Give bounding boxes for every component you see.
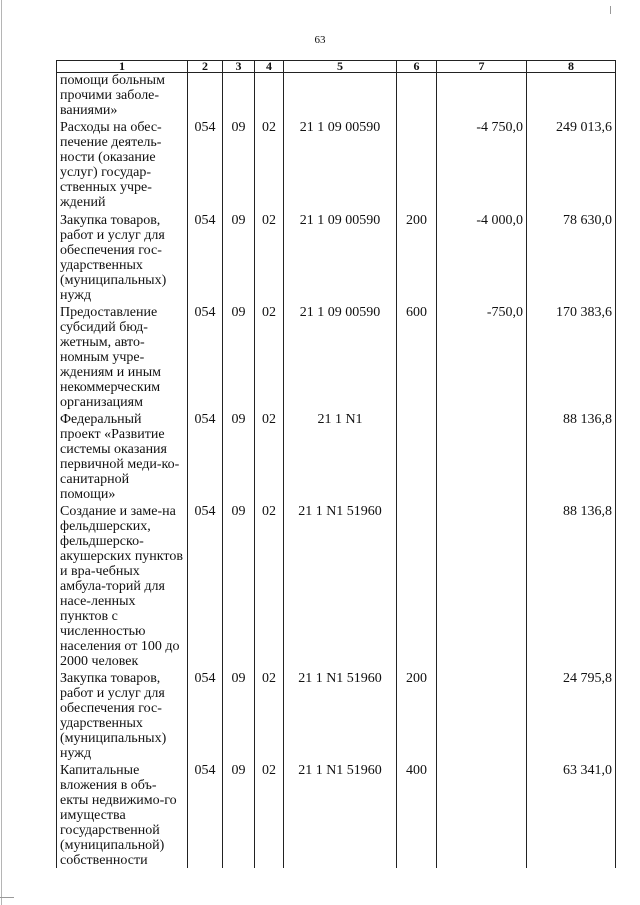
cell-total: 24 795,8: [527, 669, 616, 761]
cell-ministry: 054: [188, 502, 223, 669]
column-header: 1: [57, 61, 188, 73]
cell-change: [437, 73, 527, 119]
table-row: [57, 73, 616, 119]
cell-change: [437, 761, 527, 868]
column-header: 2: [188, 61, 223, 73]
cell-section: 09: [223, 211, 255, 303]
row-name: Предоставление субсидий бюд-жетным, авто-номным учре-ждениям и иным некоммерческим организациям: [57, 303, 188, 410]
cell-target-article: [284, 73, 397, 119]
cell-change: -4 000,0: [437, 211, 527, 303]
cell-subsection: 02: [255, 410, 284, 502]
cell-subsection: 02: [255, 502, 284, 669]
cell-target-article: 21 1 09 00590: [284, 303, 397, 410]
table-row: [57, 211, 616, 303]
table-header-row: [57, 61, 616, 73]
table-row: [57, 410, 616, 502]
cell-target-article: 21 1 09 00590: [284, 211, 397, 303]
row-name: Создание и заме-на фельдшерских, фельдшерско-акушерских пунктов и вра-чебных амбула-торий для насе-ленных пунктов с численностью населения от 100 до 2000 человек: [57, 502, 188, 669]
cell-ministry: 054: [188, 761, 223, 868]
row-name: Капитальные вложения в объ-екты недвижимо-го имущества государственной (муниципальной) собственности: [57, 761, 188, 868]
page-number: 63: [314, 34, 326, 46]
row-name: Закупка товаров, работ и услуг для обеспечения гос-ударственных (муниципальных) нужд: [57, 211, 188, 303]
row-name: Закупка товаров, работ и услуг для обеспечения гос-ударственных (муниципальных) нужд: [57, 669, 188, 761]
cell-expense-type: [397, 502, 437, 669]
cell-target-article: 21 1 09 00590: [284, 118, 397, 211]
scan-mark: [0, 897, 14, 898]
cell-section: 09: [223, 761, 255, 868]
column-header: 6: [397, 61, 437, 73]
budget-table: [56, 60, 616, 868]
cell-subsection: [255, 73, 284, 119]
table-row: [57, 761, 616, 868]
cell-section: 09: [223, 502, 255, 669]
cell-section: 09: [223, 118, 255, 211]
cell-section: 09: [223, 669, 255, 761]
cell-expense-type: 600: [397, 303, 437, 410]
scan-mark: [610, 6, 611, 14]
cell-target-article: 21 1 N1 51960: [284, 502, 397, 669]
cell-ministry: 054: [188, 669, 223, 761]
column-header: 4: [255, 61, 284, 73]
table-row: [57, 502, 616, 669]
cell-ministry: 054: [188, 303, 223, 410]
cell-target-article: 21 1 N1: [284, 410, 397, 502]
cell-subsection: 02: [255, 118, 284, 211]
cell-expense-type: [397, 410, 437, 502]
cell-subsection: 02: [255, 303, 284, 410]
row-name: Расходы на обес-печение деятель-ности (оказание услуг) государ-ственных учре-ждений: [57, 118, 188, 211]
cell-subsection: 02: [255, 211, 284, 303]
cell-ministry: [188, 73, 223, 119]
table-row: [57, 669, 616, 761]
cell-ministry: 054: [188, 118, 223, 211]
cell-section: [223, 73, 255, 119]
cell-total: 78 630,0: [527, 211, 616, 303]
cell-subsection: 02: [255, 669, 284, 761]
cell-subsection: 02: [255, 761, 284, 868]
table-row: [57, 303, 616, 410]
cell-section: 09: [223, 303, 255, 410]
cell-ministry: 054: [188, 211, 223, 303]
row-name: помощи больным прочими заболе-ваниями»: [57, 73, 188, 119]
column-header: 8: [527, 61, 616, 73]
cell-change: -4 750,0: [437, 118, 527, 211]
cell-total: 249 013,6: [527, 118, 616, 211]
cell-total: 88 136,8: [527, 502, 616, 669]
row-name: Федеральный проект «Развитие системы оказания первичной меди-ко-санитарной помощи»: [57, 410, 188, 502]
cell-total: 88 136,8: [527, 410, 616, 502]
column-header: 5: [284, 61, 397, 73]
cell-total: 63 341,0: [527, 761, 616, 868]
cell-change: [437, 410, 527, 502]
scan-edge-line: [1, 0, 2, 905]
cell-expense-type: 200: [397, 669, 437, 761]
cell-expense-type: [397, 73, 437, 119]
column-header: 3: [223, 61, 255, 73]
cell-ministry: 054: [188, 410, 223, 502]
cell-target-article: 21 1 N1 51960: [284, 669, 397, 761]
cell-expense-type: [397, 118, 437, 211]
cell-section: 09: [223, 410, 255, 502]
column-header: 7: [437, 61, 527, 73]
cell-expense-type: 400: [397, 761, 437, 868]
cell-total: [527, 73, 616, 119]
cell-change: [437, 502, 527, 669]
cell-total: 170 383,6: [527, 303, 616, 410]
cell-expense-type: 200: [397, 211, 437, 303]
cell-target-article: 21 1 N1 51960: [284, 761, 397, 868]
table-row: [57, 118, 616, 211]
cell-change: -750,0: [437, 303, 527, 410]
cell-change: [437, 669, 527, 761]
